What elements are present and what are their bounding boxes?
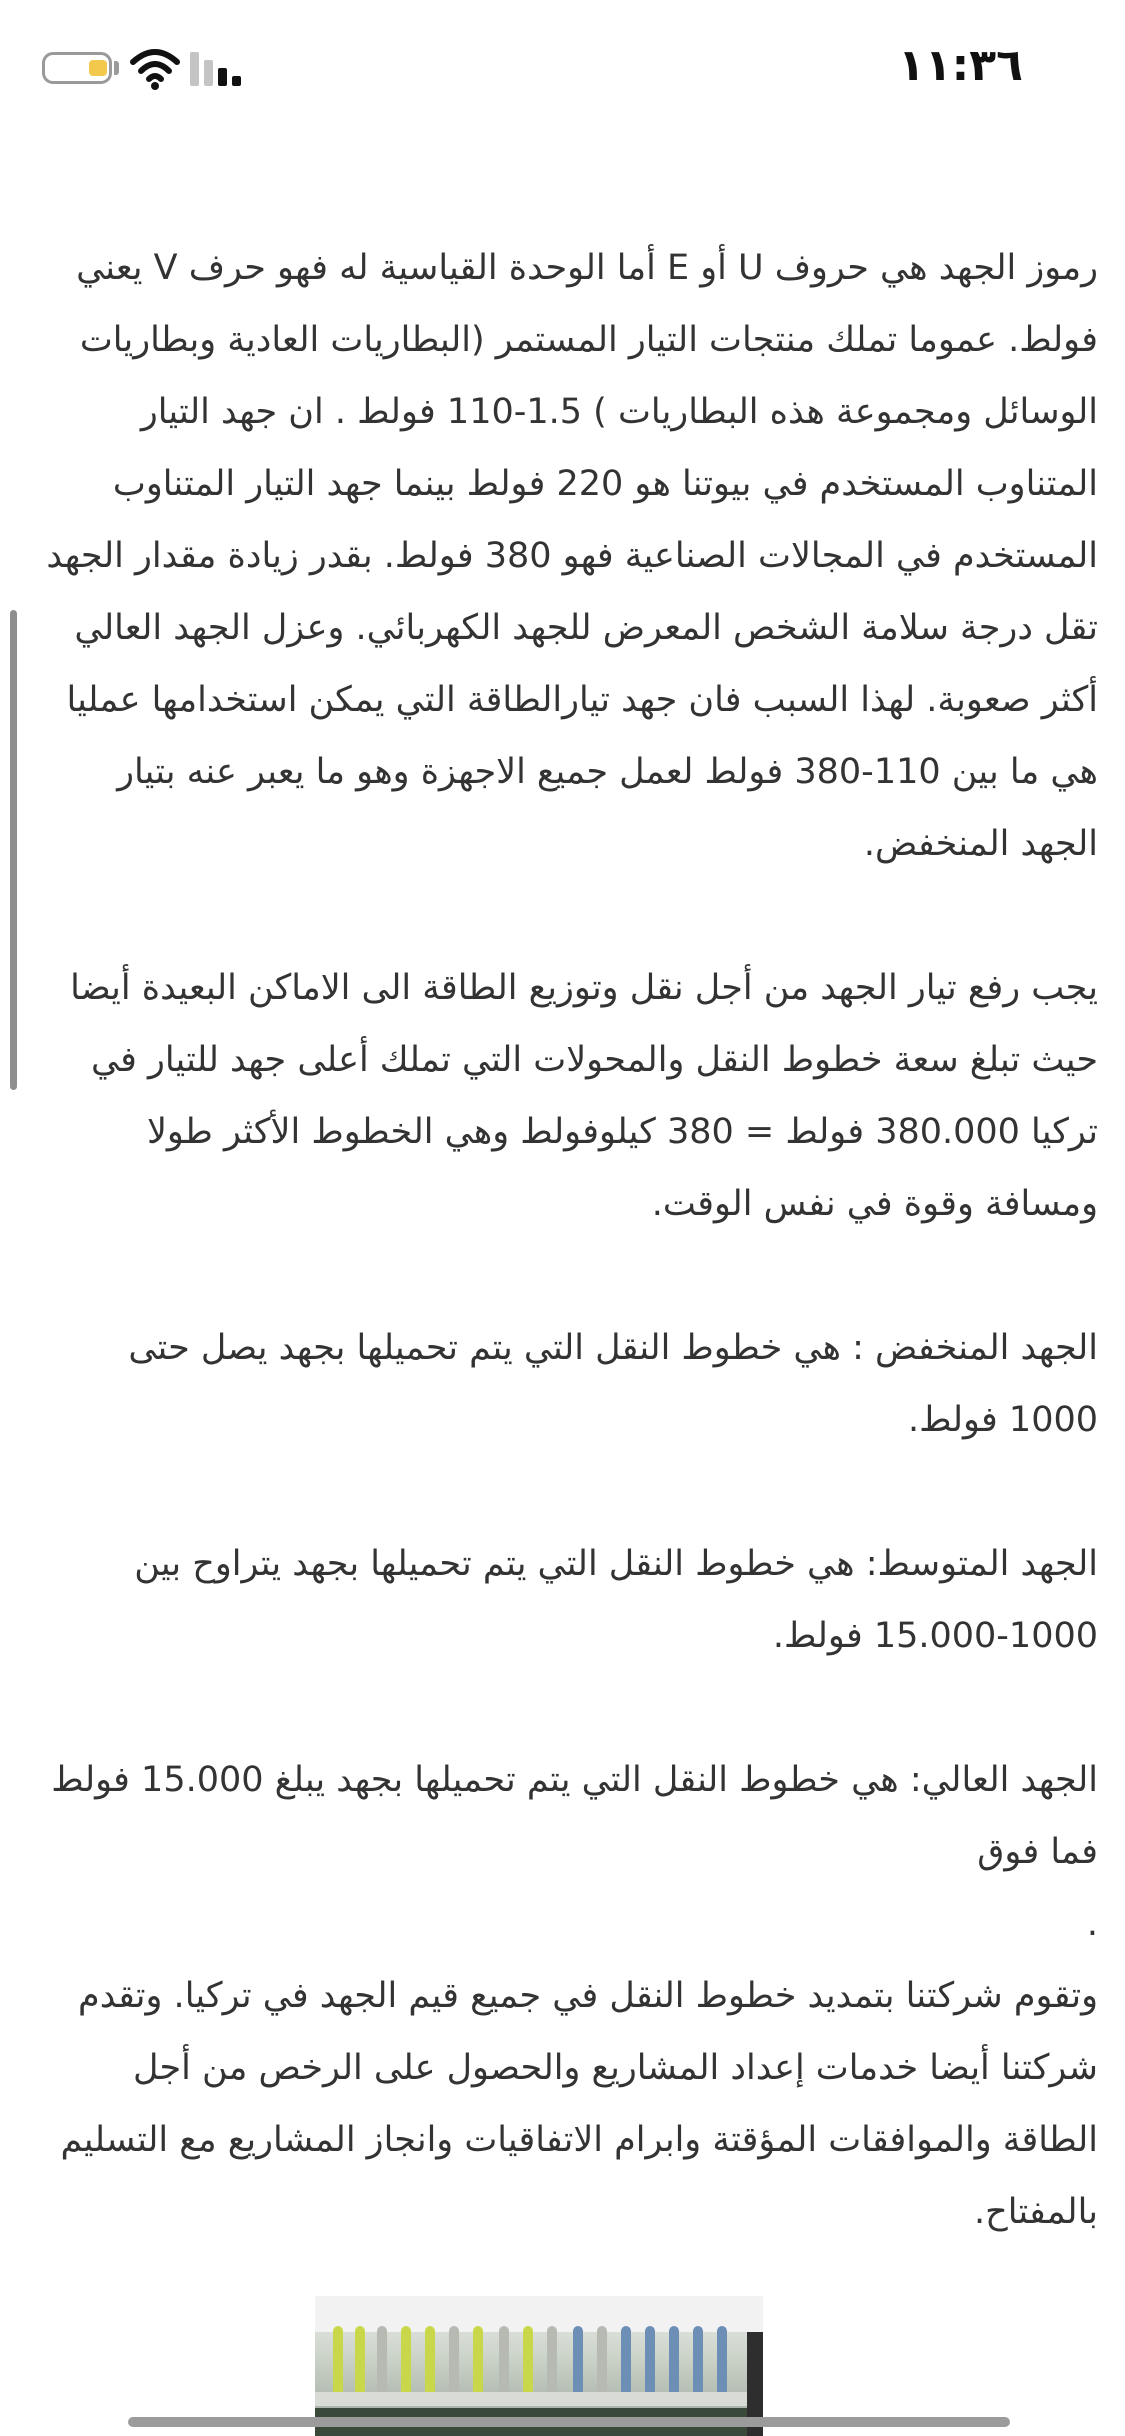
paragraph-high-voltage: الجهد العالي: هي خطوط النقل التي يتم تحميلها بجهد يبلغ 15.000 فولط فما فوق [51,1760,1098,1872]
paragraph-voltage-symbols: رموز الجهد هي حروف U أو E أما الوحدة القياسية له فهو حرف V يعني فولط. عموما تملك منتجات التيار المستمر (البطاريات العادية وبطاريات الوسائل ومجموعة هذه البطاريات ) 1.5-110 فولط . ان جهد التيار المتناوب المستخدم في بيوتنا هو 220 فولط بينما جهد التيار المتناوب المستخدم في المجالات الصناعية فهو 380 فولط. بقدر زيادة مقدار الجهد تقل درجة سلامة الشخص المعرض للجهد الكهربائي. وعزل الجهد العالي أكثر صعوبة. لهذا السبب فان جهد تيارالطاقة التي يمكن استخدامها عمليا هي ما بين 110-380 فولط لعمل جميع الاجهزة وهو ما يعبر عنه بتيار الجهد المنخفض. [46,248,1098,864]
cellular-signal-icon [190,52,246,86]
status-bar [0,0,1125,135]
home-indicator[interactable] [128,2417,1010,2427]
wifi-icon [130,46,180,90]
paragraph-medium-voltage: الجهد المتوسط: هي خطوط النقل التي يتم تحميلها بجهد يتراوح بين 1000-15.000 فولط. [134,1544,1098,1656]
article-image[interactable] [315,2296,763,2436]
scroll-indicator[interactable] [10,610,17,1090]
status-time: ١١:٣٦ [897,40,1023,91]
battery-level [89,60,107,76]
battery-tip [114,61,119,75]
paragraph-low-voltage: الجهد المنخفض : هي خطوط النقل التي يتم تحميلها بجهد يصل حتى 1000 فولط. [128,1328,1098,1440]
paragraph-company-services: وتقوم شركتنا بتمديد خطوط النقل في جميع قيم الجهد في تركيا. وتقدم شركتنا أيضا خدمات إعداد المشاريع والحصول على الرخص من أجل الطاقة والموافقات المؤقتة وابرام الاتفاقيات وانجاز المشاريع مع التسليم بالمفتاح. [60,1976,1098,2232]
battery-icon [42,52,112,84]
paragraph-separator-dot: . [1086,1904,1098,1944]
paragraph-transmission: يجب رفع تيار الجهد من أجل نقل وتوزيع الطاقة الى الاماكن البعيدة أيضا حيث تبلغ سعة خطوط النقل والمحولات التي تملك أعلى جهد للتيار في تركيا 380.000 فولط = 380 كيلوفولط وهي الخطوط الأكثر طولا ومسافة وقوة في نفس الوقت. [70,968,1098,1224]
